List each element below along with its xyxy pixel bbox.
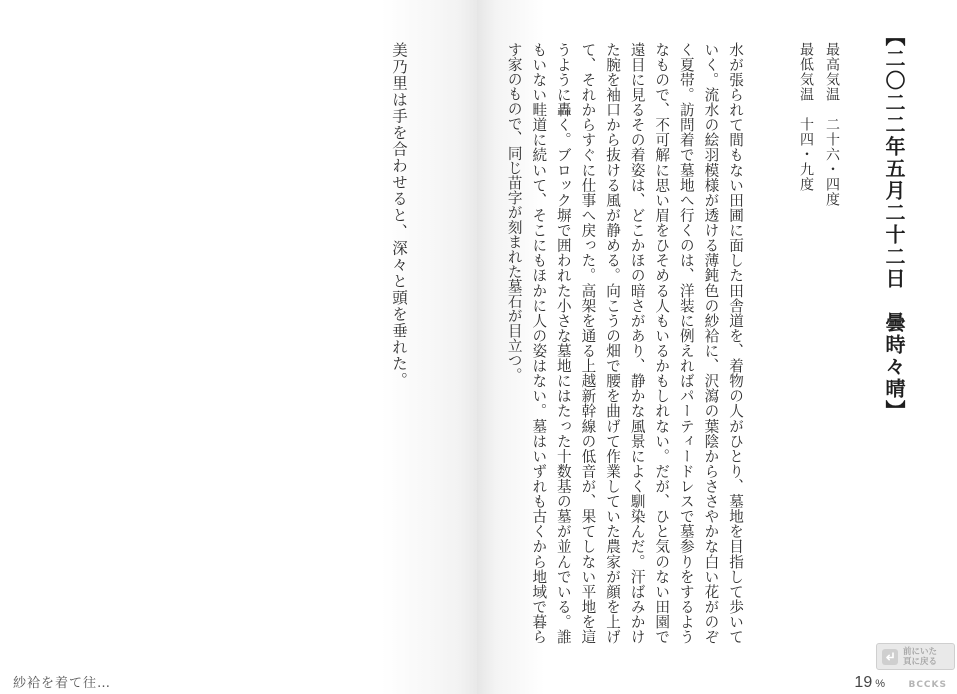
progress-unit: % [875,678,885,690]
high-temperature: 最高気温 二十六・四度 [824,42,840,207]
left-page [0,0,477,694]
body-text: 水が張られて間もない田圃に面した田舎道を、着物の人がひとり、墓地を目指して歩いていく。流水の絵羽模様が透ける薄鈍色の紗袷に、沢瀉の葉陰からささやかな白い花がのぞく夏帯。訪問着で墓地へ行くのは、洋装に例えればパーティードレスで墓参りをするようなもので、不可解に思い眉をひそめる人もいるかもしれない。だが、ひと気のない田園で遠目に見るその着姿は、どこかほの暗さがあり、静かな風景によく馴染んだ。汗ばみかけた腕を袖口から抜ける風が静める。向こうの畑で腰を曲げて作業していた農家が顔を上げて、それからすぐに仕事へ戻った。高架を通る上越新幹線の低音が、果てしない平地を這うように轟く。ブロック塀で囲われた小さな墓地にはたった十数基の墓が並んでいる。誰もいない畦道に続いて、そこにもほかに人の姿はない。墓はいずれも古くから地域で暮らす家のもので、同じ苗字が刻まれた墓石が目立つ。 [505,42,744,644]
left-page-text: 美乃里は手を合わせると、深々と頭を垂れた。 [390,42,408,389]
reading-progress [854,674,885,692]
return-arrow-icon [882,649,898,665]
progress-number: 19 [854,674,873,691]
right-page [477,0,957,694]
back-to-previous-page-button[interactable] [876,643,955,670]
book-title: 紗袷を着て往… [13,676,112,691]
back-button-label: 前にいた 頁に戻る [903,646,938,667]
low-temperature: 最低気温 十四・九度 [798,42,814,192]
entry-heading: 【二〇二二年五月二十二日 曇時々晴】 [882,26,906,422]
bccks-logo: BCCKS [908,680,947,690]
